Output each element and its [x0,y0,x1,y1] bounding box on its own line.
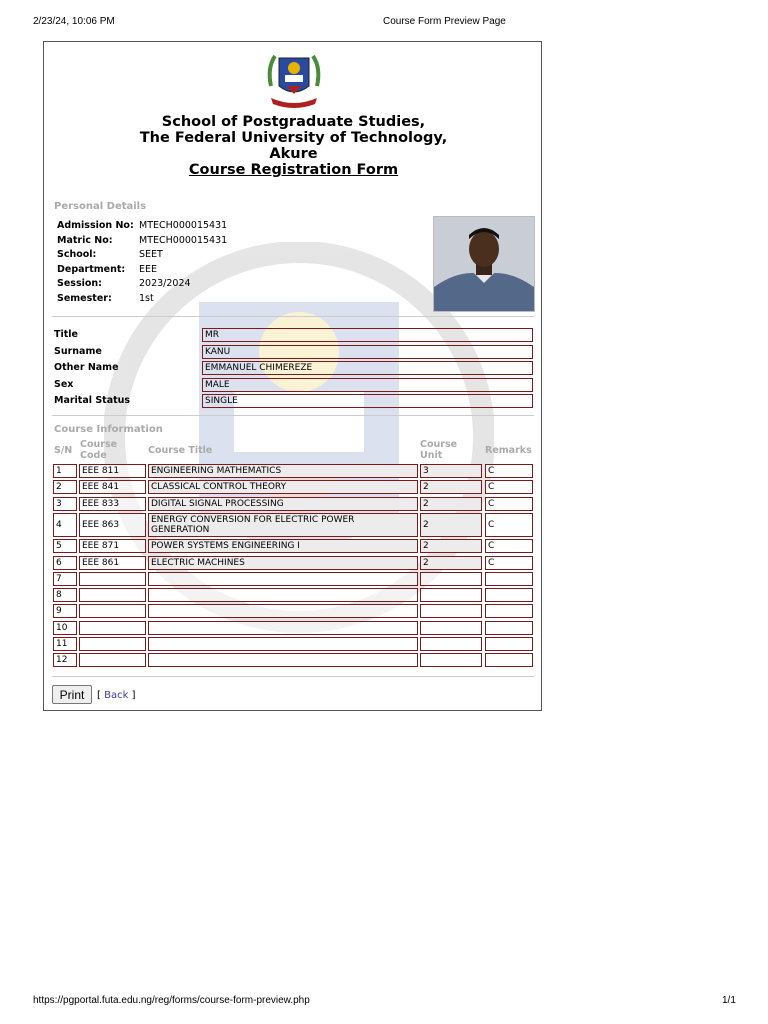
personal-details-label: Personal Details [54,201,147,212]
cell-course-title [148,621,418,635]
cell-course-title: POWER SYSTEMS ENGINEERING I [148,539,418,553]
personal-detail-row [57,249,163,263]
course-form-frame [43,41,542,711]
cell-course-unit: 2 [420,513,482,537]
cell-course-unit [420,588,482,602]
cell-course-code: EEE 871 [79,539,146,553]
header-remarks: Remarks [485,445,532,456]
cell-remarks [485,637,533,651]
course-information-label: Course Information [54,424,163,435]
personal-detail-value: SEET [139,249,163,261]
header-course-code: Course Code [80,439,118,461]
cell-course-title: ELECTRIC MACHINES [148,556,418,570]
cell-sn: 11 [53,637,77,651]
cell-course-code: EEE 841 [79,480,146,494]
personal-detail-row [57,235,227,249]
divider [52,415,534,416]
print-datetime: 2/23/24, 10:06 PM [33,16,115,27]
cell-remarks: C [485,464,533,478]
cell-course-code: EEE 811 [79,464,146,478]
personal-detail-value: 1st [139,293,154,304]
cell-course-title: DIGITAL SIGNAL PROCESSING [148,497,418,511]
cell-course-title [148,588,418,602]
personal-detail-label: Department: [57,263,126,275]
cell-sn: 5 [53,539,77,553]
student-photo [433,216,535,312]
personal-detail-row [57,278,191,292]
school-name: School of Postgraduate Studies, [161,114,426,130]
cell-course-title [148,572,418,586]
cell-course-code [79,572,146,586]
cell-course-title: CLASSICAL CONTROL THEORY [148,480,418,494]
cell-course-unit: 3 [420,464,482,478]
cell-course-title: ENGINEERING MATHEMATICS [148,464,418,478]
university-city: Akure [269,146,318,162]
cell-sn: 3 [53,497,77,511]
cell-course-unit: 2 [420,480,482,494]
cell-course-unit [420,604,482,618]
personal-detail-label: School: [57,249,97,261]
cell-remarks [485,572,533,586]
personal-detail-value: MTECH000015431 [139,220,228,231]
cell-course-unit [420,621,482,635]
form-title: Course Registration Form [188,162,399,178]
cell-remarks [485,653,533,667]
cell-sn: 2 [53,480,77,494]
print-url: https://pgportal.futa.edu.ng/reg/forms/course-form-preview.php [33,995,310,1006]
cell-course-title [148,604,418,618]
info-label: Surname [54,345,102,357]
print-page-title: Course Form Preview Page [383,16,506,27]
cell-sn: 9 [53,604,77,618]
cell-remarks [485,604,533,618]
header-sn: S/N [54,445,73,456]
cell-course-unit: 2 [420,556,482,570]
cell-course-code: EEE 833 [79,497,146,511]
info-label: Title [54,329,78,340]
cell-course-title [148,653,418,667]
header-course-unit: Course Unit [420,439,458,461]
info-value-field: EMMANUEL CHIMEREZE [202,361,533,375]
cell-sn: 8 [53,588,77,602]
cell-sn: 7 [53,572,77,586]
cell-remarks [485,621,533,635]
cell-course-unit [420,653,482,667]
cell-course-code [79,621,146,635]
cell-remarks [485,588,533,602]
cell-course-title [148,637,418,651]
personal-detail-row [57,293,154,307]
cell-sn: 4 [53,513,77,537]
cell-course-code [79,588,146,602]
cell-remarks: C [485,556,533,570]
cell-course-unit: 2 [420,497,482,511]
cell-course-code [79,637,146,651]
personal-detail-label: Matric No: [57,234,113,246]
personal-detail-value: 2023/2024 [139,278,191,290]
info-value-field: MALE [202,378,533,392]
cell-remarks: C [485,539,533,553]
cell-course-code: EEE 861 [79,556,146,570]
cell-remarks: C [485,497,533,511]
print-page-number: 1/1 [722,995,736,1006]
personal-detail-row [57,220,227,234]
divider [52,676,534,677]
personal-detail-label: Admission No: [57,220,134,231]
back-link[interactable]: Back [104,690,129,701]
back-link-wrap [97,690,135,701]
divider [52,316,534,317]
cell-sn: 6 [53,556,77,570]
personal-detail-label: Session: [57,278,102,290]
personal-detail-row [57,264,157,278]
info-value-field: KANU [202,345,533,359]
cell-sn: 12 [53,653,77,667]
university-logo [263,48,325,110]
info-label: Marital Status [54,395,131,406]
print-button[interactable]: Print [52,685,92,704]
cell-course-unit: 2 [420,539,482,553]
cell-sn: 1 [53,464,77,478]
personal-detail-value: MTECH000015431 [139,234,228,246]
info-value-field: MR [202,328,533,342]
cell-remarks: C [485,480,533,494]
cell-sn: 10 [53,621,77,635]
cell-course-code [79,653,146,667]
personal-detail-label: Semester: [57,293,112,304]
university-name: The Federal University of Technology, [139,130,448,146]
bracket-open: [ [97,690,101,701]
personal-detail-value: EEE [139,263,158,275]
info-value-field: SINGLE [202,394,533,408]
cell-course-unit [420,637,482,651]
header-course-title: Course Title [148,445,213,456]
cell-course-title: ENERGY CONVERSION FOR ELECTRIC POWER GENERATION [148,513,418,537]
cell-course-unit [420,572,482,586]
form-header [44,114,542,178]
info-label: Sex [54,378,74,390]
info-label: Other Name [54,362,119,373]
cell-remarks: C [485,513,533,537]
cell-course-code: EEE 863 [79,513,146,537]
bracket-close: ] [131,690,136,701]
cell-course-code [79,604,146,618]
